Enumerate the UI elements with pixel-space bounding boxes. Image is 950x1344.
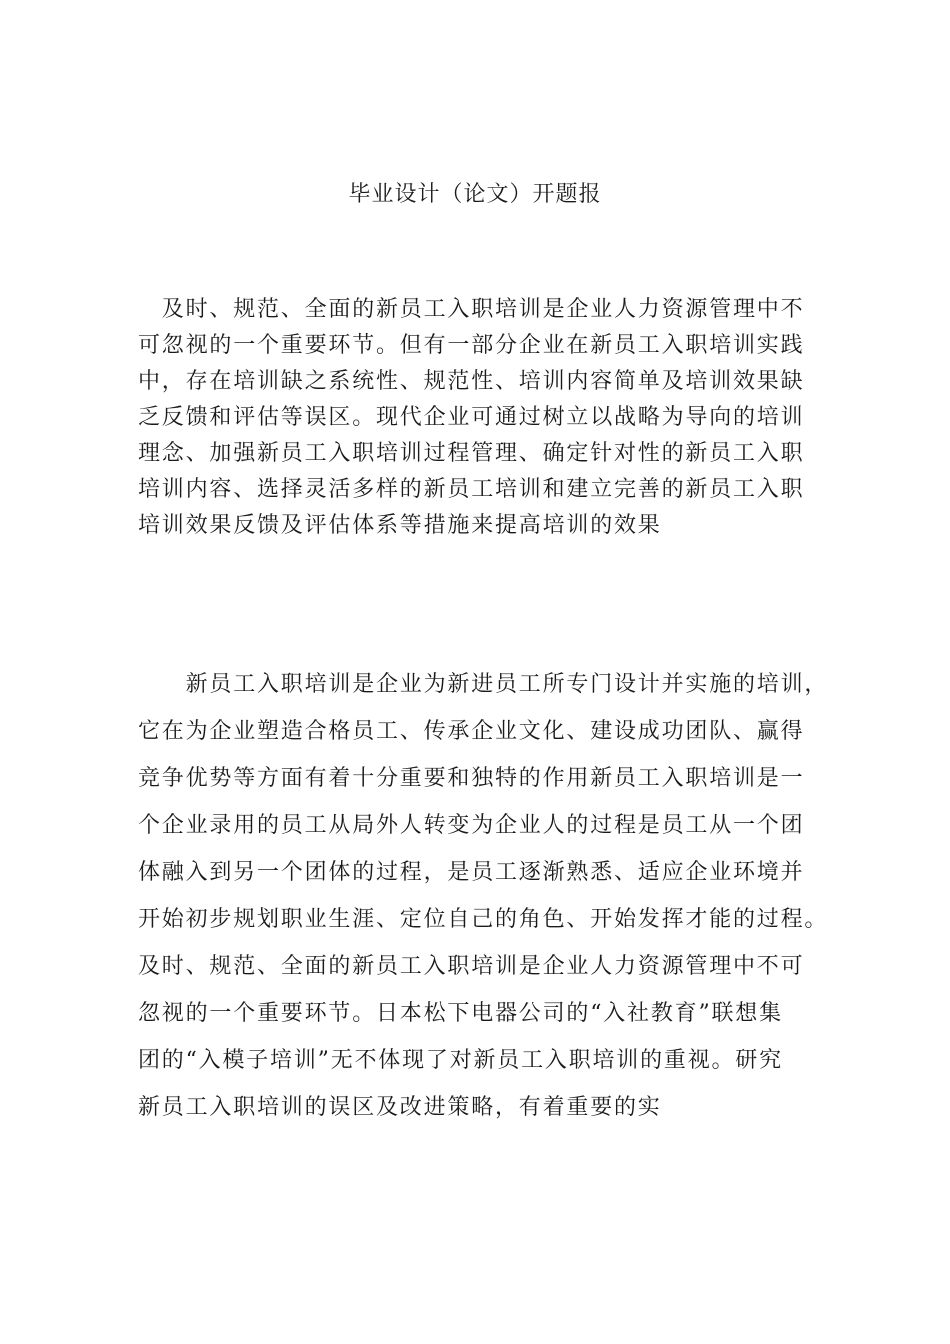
paragraph-2-line: 忽视的一个重要环节。日本松下电器公司的“入社教育”联想集 <box>138 1001 783 1026</box>
paragraph-1-line: 乏反馈和评估等误区。现代企业可通过树立以战略为导向的培训 <box>138 405 805 430</box>
paragraph-1-line: 中，存在培训缺之系统性、规范性、培训内容简单及培训效果缺 <box>138 369 805 394</box>
paragraph-2-line: 个企业录用的员工从局外人转变为企业人的过程是员工从一个团 <box>138 813 805 838</box>
paragraph-2-line: 新员工入职培训的误区及改进策略，有着重要的实 <box>138 1095 662 1120</box>
paragraph-1-line: 可忽视的一个重要环节。但有一部分企业在新员工入职培训实践 <box>138 333 805 358</box>
paragraph-2-line: 新员工入职培训是企业为新进员工所专门设计并实施的培训， <box>138 672 829 697</box>
paragraph-2-line: 团的“入模子培训”无不体现了对新员工入职培训的重视。研究 <box>138 1048 783 1073</box>
paragraph-1-line: 培训效果反馈及评估体系等措施来提高培训的效果 <box>138 513 662 538</box>
paragraph-1-line: 培训内容、选择灵活多样的新员工培训和建立完善的新员工入职 <box>138 477 805 502</box>
paragraph-2-line: 开始初步规划职业生涯、定位自己的角色、开始发挥才能的过程。 <box>138 907 829 932</box>
paragraph-1-line: 及时、规范、全面的新员工入职培训是企业人力资源管理中不 <box>138 297 805 322</box>
paragraph-1-line: 理念、加强新员工入职培训过程管理、确定针对性的新员工入职 <box>138 441 805 466</box>
paragraph-2-line: 体融入到另一个团体的过程，是员工逐渐熟悉、适应企业环境并 <box>138 860 805 885</box>
paragraph-2 <box>138 661 838 1131</box>
paragraph-2-line: 竞争优势等方面有着十分重要和独特的作用新员工入职培训是一 <box>138 766 805 791</box>
paragraph-2-line: 及时、规范、全面的新员工入职培训是企业人力资源管理中不可 <box>138 954 805 979</box>
document-title: 毕业设计（论文）开题报 <box>348 182 602 207</box>
paragraph-1 <box>138 292 838 544</box>
paragraph-2-line: 它在为企业塑造合格员工、传承企业文化、建设成功团队、赢得 <box>138 719 805 744</box>
